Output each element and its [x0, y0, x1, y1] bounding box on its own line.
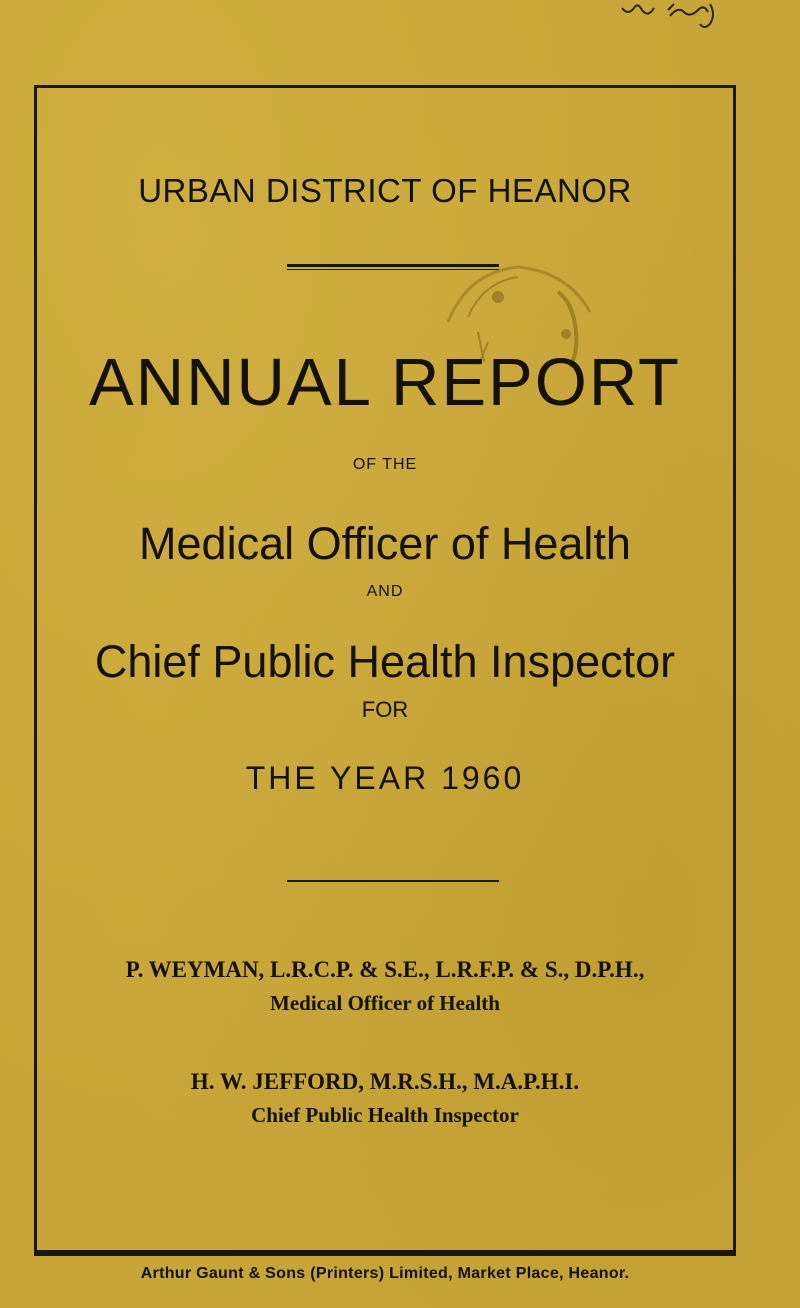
author-name: P. WEYMAN, L.R.C.P. & S.E., L.R.F.P. & S., D.P.H.,: [125, 957, 645, 982]
chief-inspector-heading: Chief Public Health Inspector: [94, 636, 676, 687]
for-label: FOR: [361, 697, 409, 722]
handwritten-annotation: [618, 0, 728, 32]
council-name: URBAN DISTRICT OF HEANOR: [138, 172, 632, 209]
author-role: Medical Officer of Health: [270, 991, 500, 1015]
author-role: Chief Public Health Inspector: [251, 1103, 519, 1127]
printer-imprint: Arthur Gaunt & Sons (Printers) Limited, Market Place, Heanor.: [140, 1265, 630, 1282]
author-name: H. W. JEFFORD, M.R.S.H., M.A.P.H.I.: [190, 1069, 580, 1094]
medical-officer-heading: Medical Officer of Health: [139, 518, 631, 569]
report-title: ANNUAL REPORT: [89, 345, 681, 420]
report-year: THE YEAR 1960: [245, 760, 525, 796]
and-label: AND: [366, 583, 404, 600]
middle-divider: [287, 880, 499, 882]
of-the-label: OF THE: [352, 456, 418, 473]
